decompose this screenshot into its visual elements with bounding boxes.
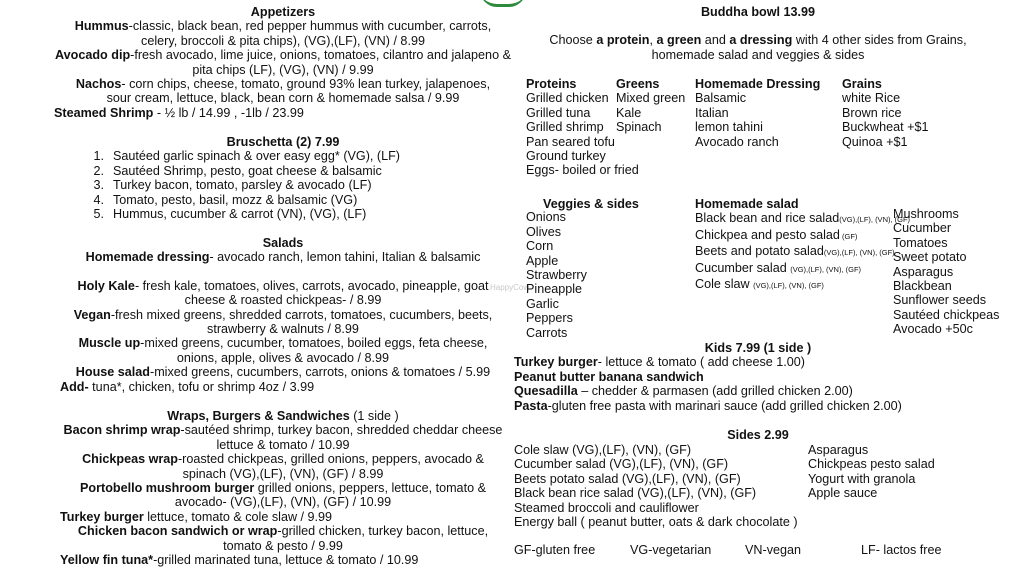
bruschetta-title: Bruschetta (2) 7.99 bbox=[226, 135, 340, 149]
grains-list bbox=[842, 91, 928, 149]
grain-option: Brown rice bbox=[842, 105, 902, 120]
legend bbox=[514, 543, 1014, 559]
holy-kale-item: Holy Kale- fresh kale, tomatoes, olives, carrots, avocado, pineapple, goat cheese & roasted chickpeas- / 8.99 bbox=[77, 278, 489, 308]
dressing-option: Balsamic bbox=[695, 91, 747, 106]
turkey-burger-item: Turkey burger lettuce, tomato & cole slaw / 9.99 bbox=[60, 509, 333, 524]
kids-title: Kids 7.99 (1 side ) bbox=[704, 341, 812, 355]
protein-option: Grilled chicken bbox=[526, 91, 609, 106]
homemade-salad-list bbox=[695, 211, 910, 293]
homemade-salad-column bbox=[695, 197, 910, 293]
protein-option: Ground turkey bbox=[526, 149, 606, 164]
buddha-bowl-intro: Choose a protein, a green and a dressing with 4 other sides from Grains, homemade salad and veggies & sides bbox=[549, 33, 967, 62]
bruschetta-section bbox=[52, 135, 514, 221]
wraps-title: Wraps, Burgers & Sandwiches (1 side ) bbox=[167, 409, 399, 423]
proteins-title: Proteins bbox=[526, 77, 577, 91]
dressing-list bbox=[695, 91, 820, 149]
veggies-list bbox=[526, 210, 639, 340]
watermark: HappyCow bbox=[490, 283, 530, 292]
extra-side-option: Tomatoes bbox=[893, 235, 948, 250]
protein-option: Grilled tuna bbox=[526, 105, 591, 120]
side-item: Cole slaw (VG),(LF), (VN), (GF) bbox=[514, 443, 692, 457]
side-item: Asparagus bbox=[808, 443, 869, 457]
veggie-option: Pineapple bbox=[526, 282, 583, 297]
muscle-up-item: Muscle up-mixed greens, cucumber, tomatoes, boiled eggs, feta cheese, onions, apple, olives & avocado / 8.99 bbox=[78, 336, 488, 365]
bruschetta-item: 3. Turkey bacon, tomato, parsley & avocado (LF) bbox=[93, 178, 372, 193]
avocado-dip-item: Avocado dip-fresh avocado, lime juice, onions, tomatoes, cilantro and jalapeno & pita chips (LF), (VG), (VN) / 9.99 bbox=[55, 48, 511, 77]
bacon-shrimp-wrap-item: Bacon shrimp wrap-sautéed shrimp, turkey bacon, shredded cheddar cheese lettuce & tomato / 10.99 bbox=[63, 423, 503, 452]
portobello-burger-item: Portobello mushroom burger grilled onions, peppers, lettuce, tomato & avocado- (VG),(LF), (VN), (GF) / 10.99 bbox=[80, 481, 486, 510]
grain-option: Quinoa +$1 bbox=[842, 134, 908, 149]
kids-quesadilla: Quesadilla – chedder & parmasen (add grilled chicken 2.00) bbox=[514, 384, 853, 399]
bruschetta-item: 1. Sautéed garlic spinach & over easy egg* (VG), (LF) bbox=[93, 149, 400, 164]
veggies-column bbox=[526, 197, 639, 340]
salads-section bbox=[52, 236, 514, 394]
veggie-option: Apple bbox=[526, 253, 559, 268]
veggie-option: Strawberry bbox=[526, 268, 587, 283]
extra-side-option: Sautéed chickpeas bbox=[893, 307, 1000, 322]
homemade-dressing-line: Homemade dressing- avocado ranch, lemon tahini, Italian & balsamic bbox=[85, 250, 481, 265]
nachos-item: Nachos- corn chips, cheese, tomato, ground 93% lean turkey, jalapenoes, sour cream, lettuce, black, bean corn & homemade salsa / 9.99 bbox=[75, 77, 491, 106]
buddha-bowl-title: Buddha bowl 13.99 bbox=[700, 5, 816, 19]
vegan-item: Vegan-fresh mixed greens, shredded carrots, tomatoes, cucumbers, beets, strawberry & walnuts / 8.99 bbox=[73, 307, 493, 337]
veggies-title: Veggies & sides bbox=[543, 197, 639, 211]
greens-column bbox=[616, 77, 685, 135]
add-protein-item: Add- tuna*, chicken, tofu or shrimp 4oz / 3.99 bbox=[60, 379, 315, 394]
homemade-salad-option: Beets and potato salad(VG),(LF), (VN), (GF) bbox=[695, 244, 895, 259]
protein-option: Grilled shrimp bbox=[526, 120, 604, 135]
extra-side-option: Sweet potato bbox=[893, 250, 967, 265]
left-column bbox=[52, 5, 514, 120]
homemade-salad-title: Homemade salad bbox=[695, 197, 799, 211]
dressing-column bbox=[695, 77, 820, 149]
homemade-salad-option: Chickpea and pesto salad (GF) bbox=[695, 227, 858, 242]
sides-title: Sides 2.99 bbox=[727, 428, 789, 442]
veggie-option: Corn bbox=[526, 239, 554, 254]
green-option: Mixed green bbox=[616, 91, 686, 106]
extra-side-option: Cucumber bbox=[893, 221, 952, 236]
homemade-salad-option: Black bean and rice salad(VG),(LF), (VN), (GF) bbox=[695, 211, 911, 226]
veggie-option: Peppers bbox=[526, 311, 573, 326]
dressing-option: lemon tahini bbox=[695, 120, 763, 135]
extra-side-option: Sunflower seeds bbox=[893, 293, 987, 308]
sides-title-wrap bbox=[508, 428, 1008, 442]
side-item: Beets potato salad (VG),(LF), (VN), (GF) bbox=[514, 471, 741, 486]
greens-list bbox=[616, 91, 685, 134]
side-item: Steamed broccoli and cauliflower bbox=[514, 500, 699, 515]
extra-side-option: Mushrooms bbox=[893, 207, 959, 221]
house-salad-item: House salad-mixed greens, cucumbers, carrots, onions & tomatoes / 5.99 bbox=[75, 365, 491, 380]
green-option: Kale bbox=[616, 105, 642, 120]
bruschetta-item: 2. Sautéed Shrimp, pesto, goat cheese & balsamic bbox=[93, 163, 382, 178]
protein-option: Eggs- boiled or fried bbox=[526, 163, 639, 178]
dressing-option: Italian bbox=[695, 105, 729, 120]
veggie-option: Onions bbox=[526, 210, 566, 225]
dressing-option: Avocado ranch bbox=[695, 134, 779, 149]
veggie-option: Carrots bbox=[526, 325, 568, 340]
side-item: Yogurt with granola bbox=[808, 471, 916, 486]
side-item: Chickpeas pesto salad bbox=[808, 457, 935, 472]
greens-title: Greens bbox=[616, 77, 660, 91]
legend-gf: GF-gluten free bbox=[514, 543, 596, 557]
homemade-dressing-title: Homemade Dressing bbox=[695, 77, 821, 91]
veggie-option: Olives bbox=[526, 224, 561, 239]
legend-lf: LF- lactos free bbox=[861, 543, 942, 557]
kids-pb-sandwich: Peanut butter banana sandwich bbox=[514, 369, 704, 384]
buddha-bowl-header bbox=[508, 5, 1008, 62]
legend-vg: VG-vegetarian bbox=[630, 543, 712, 557]
bruschetta-item: 5. Hummus, cucumber & carrot (VN), (VG), (LF) bbox=[93, 207, 367, 222]
grain-option: Buckwheat +$1 bbox=[842, 120, 929, 135]
hummus-item: Hummus-classic, black bean, red pepper hummus with cucumber, carrots, celery, broccoli & pita chips), (VG),(LF), (VN) / 8.99 bbox=[74, 19, 492, 48]
grain-option: white Rice bbox=[842, 91, 901, 106]
sides-right-list bbox=[808, 443, 935, 501]
homemade-salad-option: Cole slaw (VG),(LF), (VN), (GF) bbox=[695, 277, 824, 292]
steamed-shrimp-item: Steamed Shrimp - ½ lb / 14.99 , -1lb / 23.99 bbox=[54, 105, 304, 120]
sides-left-list bbox=[514, 443, 798, 529]
legend-vn: VN-vegan bbox=[745, 543, 802, 557]
chicken-bacon-sandwich-item: Chicken bacon sandwich or wrap-grilled chicken, turkey bacon, lettuce, tomato & pesto / 9.99 bbox=[77, 524, 489, 553]
extra-side-option: Asparagus bbox=[893, 264, 954, 279]
appetizers-title: Appetizers bbox=[250, 5, 316, 19]
grains-title: Grains bbox=[842, 77, 882, 91]
side-item: Black bean rice salad (VG),(LF), (VN), (GF) bbox=[514, 486, 757, 501]
veggie-option: Garlic bbox=[526, 296, 559, 311]
grains-column bbox=[842, 77, 928, 149]
salads-title: Salads bbox=[262, 236, 304, 250]
chickpeas-wrap-item: Chickpeas wrap-roasted chickpeas, grilled onions, peppers, avocado & spinach (VG),(LF), (VN), (GF) / 8.99 bbox=[82, 452, 484, 481]
extra-sides-column bbox=[893, 207, 999, 337]
extra-side-option: Avocado +50c bbox=[893, 322, 973, 337]
bruschetta-item: 4. Tomato, pesto, basil, mozz & balsamic (VG) bbox=[93, 192, 358, 207]
yellow-fin-tuna-item: Yellow fin tuna*-grilled marinated tuna, lettuce & tomato / 10.99 bbox=[60, 553, 419, 568]
side-item: Cucumber salad (VG),(LF), (VN), (GF) bbox=[514, 457, 729, 472]
extra-side-option: Blackbean bbox=[893, 279, 952, 294]
protein-option: Pan seared tofu bbox=[526, 134, 615, 149]
wraps-section bbox=[52, 409, 514, 567]
kids-turkey-burger: Turkey burger- lettuce & tomato ( add cheese 1.00) bbox=[514, 355, 805, 370]
bruschetta-list bbox=[82, 149, 514, 221]
extra-sides-list bbox=[893, 207, 999, 337]
homemade-salad-option: Cucumber salad (VG),(LF), (VN), (GF) bbox=[695, 260, 862, 275]
kids-pasta: Pasta-gluten free pasta with marinari sauce (add grilled chicken 2.00) bbox=[514, 398, 902, 413]
side-item: Apple sauce bbox=[808, 486, 878, 501]
side-item: Energy ball ( peanut butter, oats & dark chocolate ) bbox=[514, 515, 798, 530]
green-option: Spinach bbox=[616, 120, 662, 135]
kids-section bbox=[508, 341, 1008, 413]
